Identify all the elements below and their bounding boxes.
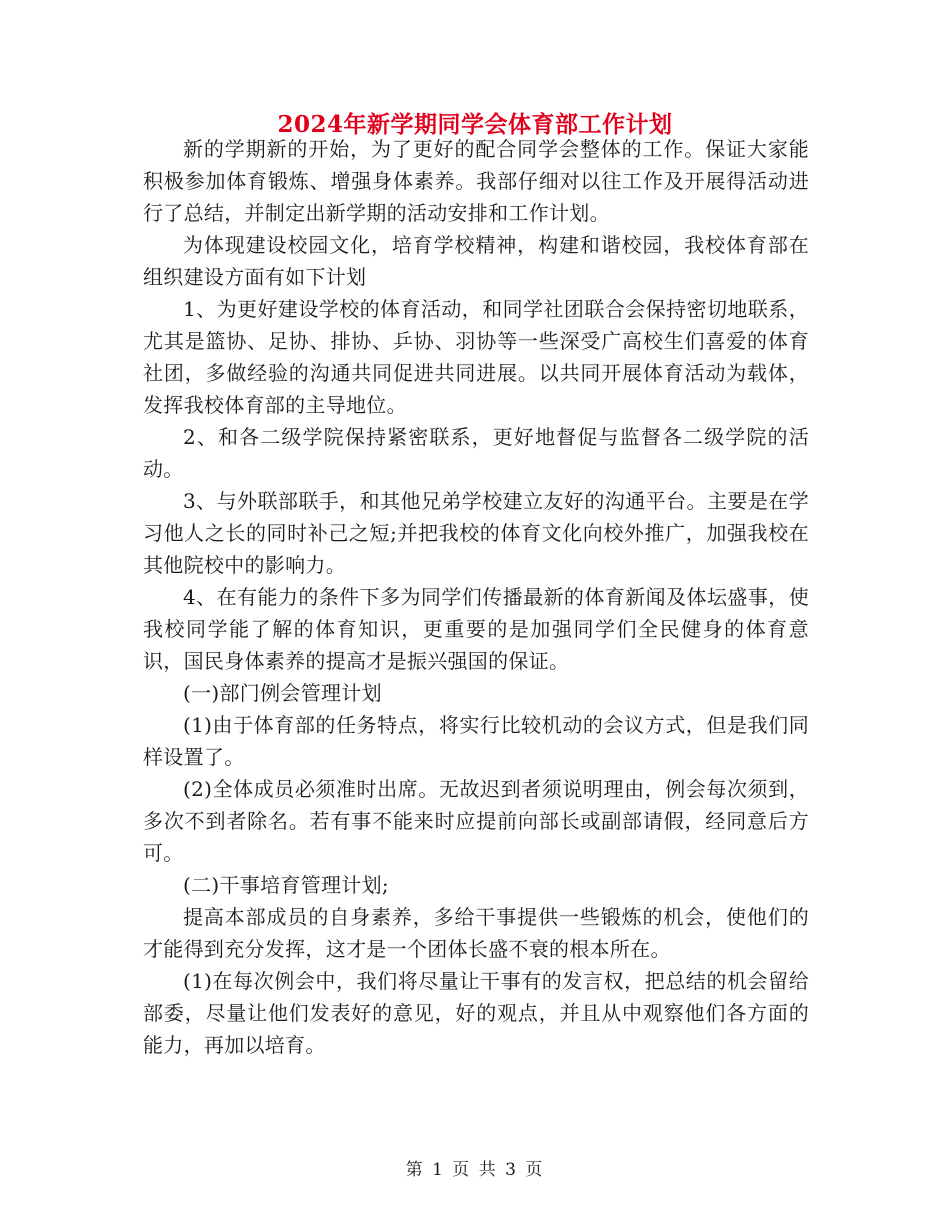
paragraph: 提高本部成员的自身素养，多给干事提供一些锻炼的机会，使他们的才能得到充分发挥，这才是一个团体长盛不衰的根本所在。 — [143, 905, 809, 961]
paragraph: 1、为更好建设学校的体育活动，和同学社团联合会保持密切地联系，尤其是篮协、足协、排协、乒协、羽协等一些深受广高校生们喜爱的体育社团，多做经验的沟通共同促进共同进展。以共同开展体育活动为载体，发挥我校体育部的主导地位。 — [143, 297, 809, 417]
paragraph: (1)在每次例会中，我们将尽量让干事有的发言权，把总结的机会留给部委，尽量让他们发表好的意见，好的观点，并且从中观察他们各方面的能力，再加以培育。 — [143, 969, 809, 1057]
document-title: 2024年新学期同学会体育部工作计划 — [277, 111, 673, 138]
paragraph: (2)全体成员必须准时出席。无故迟到者须说明理由，例会每次须到，多次不到者除名。若有事不能来时应提前向部长或副部请假，经同意后方可。 — [143, 777, 809, 865]
paragraph: 2、和各二级学院保持紧密联系，更好地督促与监督各二级学院的活动。 — [143, 425, 809, 481]
paragraph: (1)由于体育部的任务特点，将实行比较机动的会议方式，但是我们同样设置了。 — [143, 713, 809, 769]
page-number-footer: 第 1 页 共 3 页 — [405, 1160, 545, 1180]
paragraph: 新的学期新的开始，为了更好的配合同学会整体的工作。保证大家能积极参加体育锻炼、增强身体素养。我部仔细对以往工作及开展得活动进行了总结，并制定出新学期的活动安排和工作计划。 — [143, 137, 809, 225]
document-body — [143, 133, 809, 1061]
paragraph: 为体现建设校园文化，培育学校精神，构建和谐校园，我校体育部在组织建设方面有如下计划 — [143, 233, 809, 289]
paragraph: 3、与外联部联手，和其他兄弟学校建立友好的沟通平台。主要是在学习他人之长的同时补己之短;并把我校的体育文化向校外推广，加强我校在其他院校中的影响力。 — [143, 489, 809, 577]
section-heading: (二)干事培育管理计划; — [183, 873, 389, 897]
section-heading: (一)部门例会管理计划 — [183, 681, 382, 705]
paragraph: 4、在有能力的条件下多为同学们传播最新的体育新闻及体坛盛事，使我校同学能了解的体育知识，更重要的是加强同学们全民健身的体育意识，国民身体素养的提高才是振兴强国的保证。 — [143, 585, 809, 673]
